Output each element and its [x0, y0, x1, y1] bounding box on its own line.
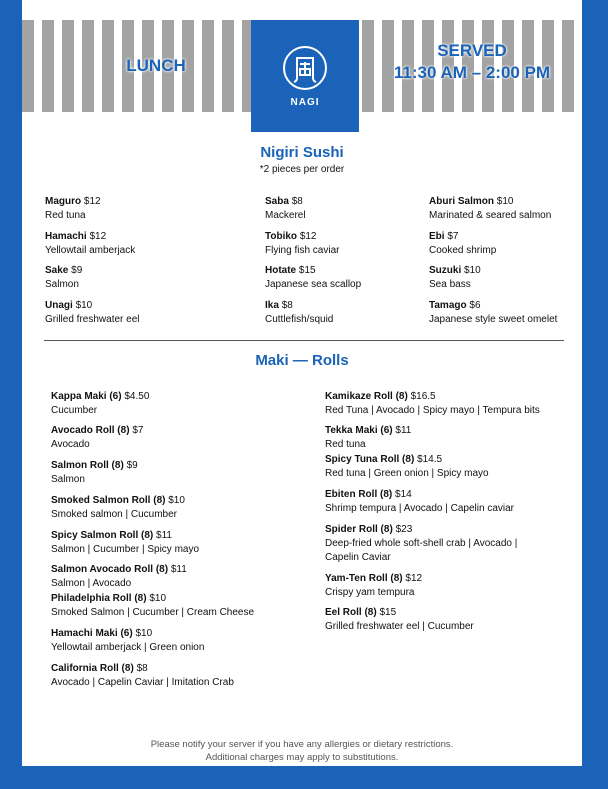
- item-name: Salmon Avocado Roll (8): [51, 564, 169, 575]
- item-price: $8: [136, 663, 148, 674]
- item-name: Kappa Maki (6): [51, 391, 122, 402]
- item-price: $9: [71, 265, 83, 276]
- item-description: Salmon: [51, 474, 85, 485]
- section-divider: [44, 340, 564, 341]
- item-price: $8: [291, 196, 303, 207]
- item-price: $10: [168, 495, 185, 506]
- item-price: $12: [83, 196, 101, 207]
- menu-item: [265, 230, 339, 258]
- item-description: Sea bass: [429, 279, 471, 290]
- menu-item: [51, 627, 204, 655]
- item-price: $14.5: [417, 454, 443, 465]
- item-description: Red Tuna | Avocado | Spicy mayo | Tempura bits: [325, 405, 540, 416]
- item-price: $16.5: [410, 391, 436, 402]
- item-price: $11: [170, 564, 187, 575]
- item-name: California Roll (8): [51, 663, 134, 674]
- item-price: $4.50: [124, 391, 150, 402]
- lunch-heading: LUNCH: [126, 56, 186, 75]
- item-description: Yellowtail amberjack | Green onion: [51, 642, 205, 653]
- item-price: $10: [149, 593, 167, 604]
- item-name: Hamachi: [45, 231, 87, 242]
- menu-item: [429, 264, 481, 292]
- item-price: $12: [299, 231, 317, 242]
- item-name: Philadelphia Roll (8): [51, 593, 147, 604]
- item-name: Maguro: [45, 196, 82, 207]
- item-name: Spicy Salmon Roll (8): [51, 530, 154, 541]
- item-name: Spicy Tuna Roll (8): [325, 454, 415, 465]
- menu-item: [265, 299, 333, 327]
- item-price: $10: [135, 628, 153, 639]
- item-price: $10: [75, 300, 93, 311]
- item-description: Smoked Salmon | Cucumber | Cream Cheese: [51, 607, 255, 618]
- item-name: Hotate: [265, 265, 297, 276]
- item-name: Spider Roll (8): [325, 524, 393, 535]
- menu-item: [45, 264, 82, 292]
- wind-kanji-icon: [283, 46, 327, 90]
- menu-item: [51, 459, 138, 487]
- item-description: Japanese style sweet omelet: [429, 314, 558, 325]
- menu-page: [22, 0, 582, 766]
- maki-title: Maki — Rolls: [255, 352, 349, 369]
- item-description: Capelin Caviar: [325, 552, 391, 563]
- menu-item: [51, 494, 185, 522]
- item-name: Ika: [265, 300, 279, 311]
- item-price: $11: [156, 530, 172, 541]
- item-description: Yellowtail amberjack: [45, 245, 136, 256]
- item-description: Deep-fried whole soft-shell crab | Avocado |: [325, 538, 518, 549]
- item-name: Ebiten Roll (8): [325, 489, 393, 500]
- item-description: Avocado: [51, 439, 90, 450]
- item-name: Hamachi Maki (6): [51, 628, 133, 639]
- item-price: $11: [395, 425, 412, 436]
- item-price: $6: [469, 300, 481, 311]
- item-description: Marinated & seared salmon: [429, 210, 552, 221]
- menu-item: [325, 488, 514, 516]
- item-name: Ebi: [429, 231, 445, 242]
- menu-item: [429, 230, 496, 258]
- menu-item: [45, 195, 101, 223]
- item-description: Red tuna: [325, 439, 366, 450]
- item-description: Grilled freshwater eel: [45, 314, 140, 325]
- item-name: Tobiko: [265, 231, 298, 242]
- menu-item: [325, 390, 540, 418]
- item-price: $9: [126, 460, 138, 471]
- footer-substitution-note: Additional charges may apply to substitutions.: [205, 752, 399, 763]
- item-name: Sake: [45, 265, 69, 276]
- menu-item: [51, 390, 149, 418]
- footer-note: [22, 738, 582, 764]
- menu-item: [51, 662, 234, 690]
- served-hours: [372, 40, 572, 84]
- menu-item: [45, 299, 139, 327]
- menu-item: [325, 424, 411, 452]
- item-name: Eel Roll (8): [325, 607, 377, 618]
- item-description: Mackerel: [265, 210, 306, 221]
- footer-allergy-note: Please notify your server if you have any allergies or dietary restrictions.: [150, 739, 454, 750]
- item-name: Salmon Roll (8): [51, 460, 124, 471]
- item-description: Salmon: [45, 279, 79, 290]
- item-price: $15: [298, 265, 316, 276]
- item-name: Yam-Ten Roll (8): [325, 573, 403, 584]
- item-description: Cooked shrimp: [429, 245, 497, 256]
- item-name: Smoked Salmon Roll (8): [51, 495, 166, 506]
- served-label: SERVED: [437, 41, 507, 60]
- item-description: Grilled freshwater eel | Cucumber: [325, 621, 474, 632]
- menu-item: [325, 523, 517, 565]
- item-name: Tamago: [429, 300, 467, 311]
- item-description: Shrimp tempura | Avocado | Capelin caviar: [325, 503, 514, 514]
- item-description: Crispy yam tempura: [325, 587, 415, 598]
- item-description: Salmon | Cucumber | Spicy mayo: [51, 544, 200, 555]
- menu-item: [325, 453, 489, 481]
- nigiri-title: Nigiri Sushi: [260, 144, 344, 161]
- nigiri-note: *2 pieces per order: [259, 164, 345, 175]
- menu-item: [429, 299, 557, 327]
- brand-logo: [251, 20, 359, 132]
- item-description: Salmon | Avocado: [51, 578, 132, 589]
- item-price: $8: [281, 300, 293, 311]
- item-description: Red tuna: [45, 210, 86, 221]
- item-name: Unagi: [45, 300, 73, 311]
- item-name: Saba: [265, 196, 289, 207]
- item-description: Cucumber: [51, 405, 98, 416]
- item-price: $23: [395, 524, 413, 535]
- item-description: Flying fish caviar: [265, 245, 340, 256]
- menu-item: [51, 424, 143, 452]
- item-price: $10: [464, 265, 481, 276]
- item-price: $14: [395, 489, 412, 500]
- item-price: $15: [379, 607, 397, 618]
- item-description: Avocado | Capelin Caviar | Imitation Crab: [51, 677, 234, 688]
- brand-name: NAGI: [290, 97, 320, 108]
- menu-item: [429, 195, 551, 223]
- menu-item: [265, 264, 361, 292]
- menu-item: [325, 572, 422, 600]
- item-description: Japanese sea scallop: [265, 279, 362, 290]
- item-description: Cuttlefish/squid: [265, 314, 334, 325]
- item-name: Tekka Maki (6): [325, 425, 393, 436]
- item-name: Kamikaze Roll (8): [325, 391, 408, 402]
- item-price: $12: [405, 573, 423, 584]
- item-name: Avocado Roll (8): [51, 425, 130, 436]
- item-price: $10: [496, 196, 514, 207]
- menu-item: [51, 592, 254, 620]
- menu-item: [265, 195, 306, 223]
- menu-item: [45, 230, 135, 258]
- menu-item: [51, 529, 199, 557]
- menu-item: [51, 563, 187, 591]
- item-price: $7: [132, 425, 144, 436]
- item-description: Red tuna | Green onion | Spicy mayo: [325, 468, 489, 479]
- item-price: $7: [447, 231, 459, 242]
- item-name: Suzuki: [429, 265, 462, 276]
- item-name: Aburi Salmon: [429, 196, 495, 207]
- served-time: 11:30 AM – 2:00 PM: [393, 63, 551, 82]
- item-price: $12: [89, 231, 107, 242]
- menu-item: [325, 606, 474, 634]
- item-description: Smoked salmon | Cucumber: [51, 509, 177, 520]
